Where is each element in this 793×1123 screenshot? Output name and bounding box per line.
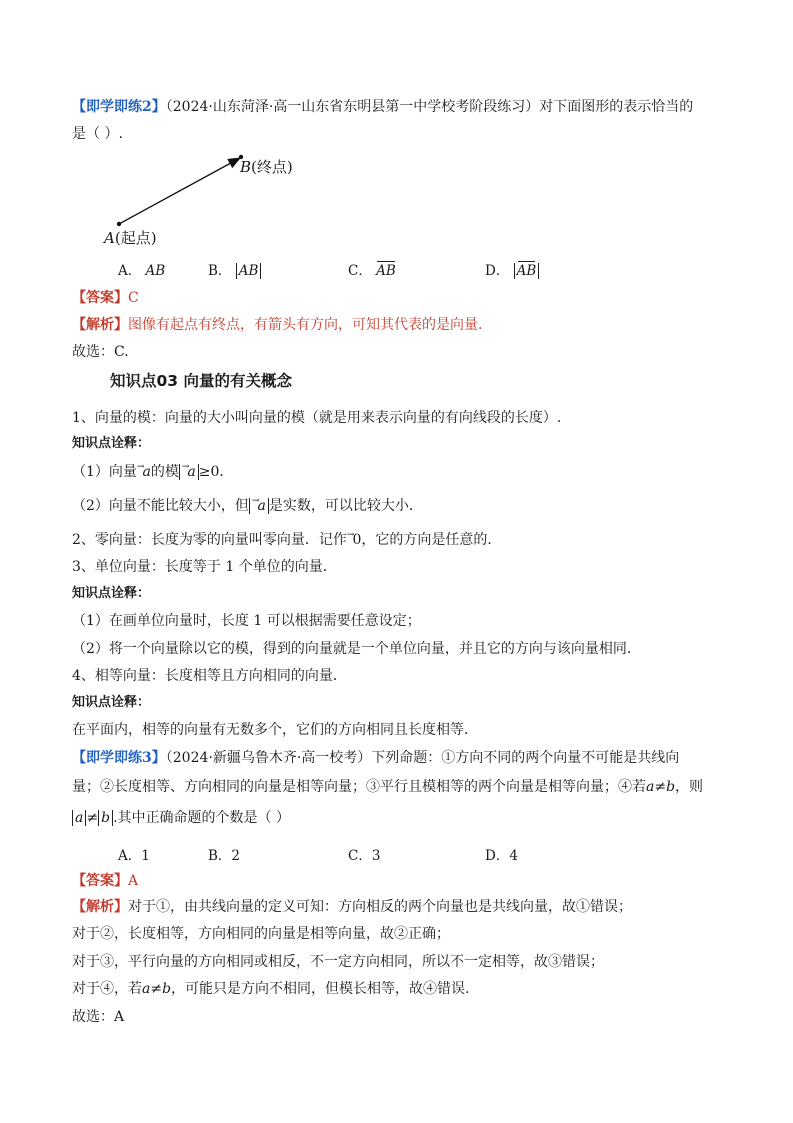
note-1: （1）向量→a的模 →a ≥0． bbox=[72, 462, 234, 480]
question-text: 是（ ）. bbox=[72, 126, 123, 142]
exercise3-answer: 【答案】A bbox=[72, 873, 139, 889]
exercise2-analysis: 【解析】图像有起点有终点，有箭头有方向，可知其代表的是向量. bbox=[72, 317, 483, 333]
option-d: D．4 bbox=[485, 848, 518, 864]
paragraph-2: 2、零向量：长度为零的向量叫零向量．记作→0，它的方向是任意的． bbox=[72, 530, 502, 548]
note-4: （2）将一个向量除以它的模，得到的向量就是一个单位向量，并且它的方向与该向量相同． bbox=[72, 641, 641, 657]
section-title: 知识点03 向量的有关概念 bbox=[110, 372, 292, 390]
exercise3-analysis-2: 对于②，长度相等，方向相同的向量是相等向量，故②正确； bbox=[72, 926, 450, 942]
note-label: 知识点诠释： bbox=[72, 586, 151, 601]
paragraph-1: 1、向量的模：向量的大小叫向量的模（就是用来表示向量的有向线段的长度）. bbox=[72, 410, 562, 426]
option-b: B． AB bbox=[208, 259, 261, 279]
option-c: C．3 bbox=[348, 848, 381, 864]
exercise2-question-line1 bbox=[72, 97, 693, 117]
option-a: A． AB bbox=[118, 263, 166, 279]
exercise2-conclusion: 故选：C. bbox=[72, 344, 129, 360]
exercise3-question-line3: a ≠ b .其中正确命题的个数是（ ） bbox=[72, 808, 290, 828]
question-text: （2024·山东菏泽·高一山东省东明县第一中学校考阶段练习）对下面图形的表示恰当的 bbox=[165, 99, 694, 115]
vector-arrow bbox=[119, 158, 240, 224]
exercise-tag: 【即学即练2】 bbox=[72, 99, 166, 115]
paragraph-4: 4、相等向量：长度相等且方向相同的向量． bbox=[72, 668, 347, 684]
paragraph-3: 3、单位向量：长度等于 1 个单位的向量． bbox=[72, 559, 337, 575]
exercise3-analysis-4: 对于④，若a≠b，可能只是方向不相同，但模长相等，故④错误. bbox=[72, 981, 470, 997]
note-2: （2）向量不能比较大小，但 →a 是实数，可以比较大小． bbox=[72, 496, 423, 514]
exercise3-question-line1: 【即学即练3】（2024·新疆乌鲁木齐·高一校考）下列命题：①方向不同的两个向量不可能是共线向 bbox=[72, 750, 680, 766]
exercise3-analysis-3: 对于③，平行向量的方向相同或相反，不一定方向相同，所以不一定相等，故③错误； bbox=[72, 954, 604, 970]
option-a: A．1 bbox=[118, 848, 150, 864]
exercise3-question-line2: 量；②长度相等、方向相同的向量是相等向量；③平行且模相等的两个向量是相等向量；④若a≠b，则 bbox=[72, 779, 704, 795]
exercise2-answer: 【答案】C bbox=[72, 290, 139, 306]
note-label: 知识点诠释： bbox=[72, 695, 151, 710]
point-a-label: A(起点) bbox=[104, 229, 157, 247]
option-b: B．2 bbox=[208, 848, 241, 864]
note-3: （1）在画单位向量时，长度 1 可以根据需要任意设定； bbox=[72, 613, 421, 629]
option-c: C． AB bbox=[348, 263, 396, 279]
note-5: 在平面内，相等的向量有无数多个，它们的方向相同且长度相等． bbox=[72, 722, 478, 738]
exercise3-conclusion: 故选：A bbox=[72, 1009, 125, 1025]
point-b-label: B(终点) bbox=[240, 158, 293, 176]
point-a bbox=[117, 222, 121, 226]
note-label: 知识点诠释： bbox=[72, 436, 151, 451]
exercise3-analysis-1: 【解析】对于①，由共线向量的定义可知：方向相反的两个向量也是共线向量，故①错误； bbox=[72, 899, 632, 915]
option-d: D． AB bbox=[485, 259, 539, 279]
